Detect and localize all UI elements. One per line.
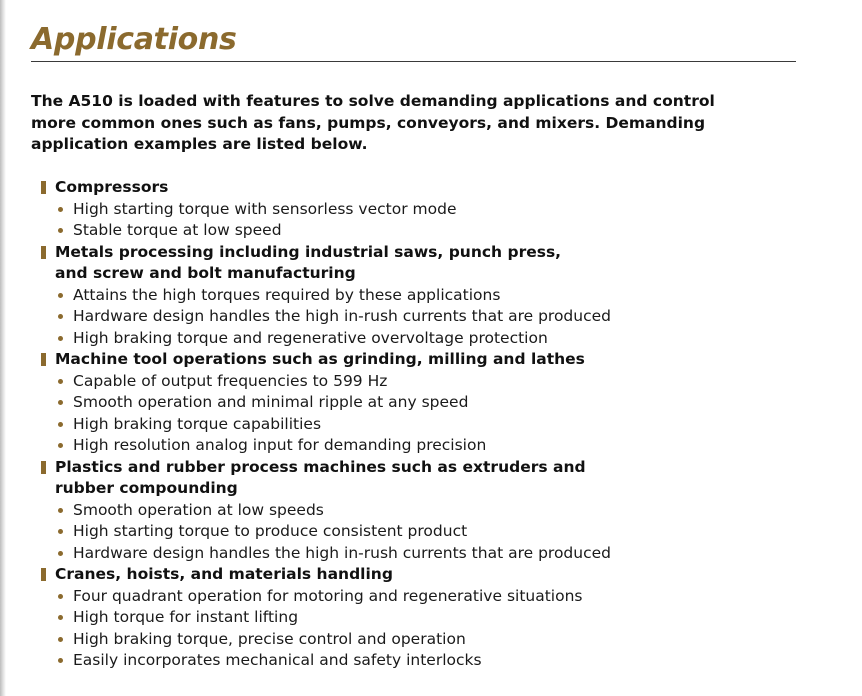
bullet-dot-icon	[58, 228, 63, 233]
list-item-text: High starting torque with sensorless vector mode	[73, 199, 457, 218]
section-metals-processing	[41, 242, 781, 350]
list-item	[73, 629, 781, 651]
section-cranes-hoists	[41, 564, 781, 672]
list-item	[73, 220, 781, 242]
section-heading: Compressors	[55, 178, 169, 196]
list-item-text: Stable torque at low speed	[73, 221, 282, 239]
list-item-text: Hardware design handles the high in-rush currents that are produced	[73, 543, 611, 562]
list-item-text: Attains the high torques required by these applications	[73, 285, 501, 304]
list-item-text: High torque for instant lifting	[73, 608, 299, 626]
bullet-list	[41, 199, 781, 242]
list-item	[73, 435, 781, 457]
list-item-text: High braking torque and regenerative overvoltage protection	[73, 328, 548, 347]
list-item	[73, 607, 781, 629]
title-divider	[31, 61, 796, 62]
bullet-dot-icon	[58, 314, 63, 319]
bullet-dot-icon	[58, 422, 63, 427]
list-item	[73, 328, 781, 350]
page-title: Applications	[31, 22, 237, 57]
bullet-dot-icon	[58, 594, 63, 599]
bullet-dot-icon	[58, 207, 63, 212]
bullet-dot-icon	[58, 615, 63, 620]
bullet-list	[41, 586, 781, 672]
section-bar-marker-icon	[41, 353, 46, 366]
bullet-dot-icon	[58, 529, 63, 534]
section-bar-marker-icon	[41, 181, 46, 194]
list-item	[73, 371, 781, 393]
section-heading: Metals processing including industrial saws, punch press, and screw and bolt manufacturing	[55, 242, 562, 282]
list-item-text: Smooth operation at low speeds	[73, 500, 324, 519]
section-plastics-rubber	[41, 457, 781, 565]
bullet-dot-icon	[58, 400, 63, 405]
list-item	[73, 586, 781, 608]
section-heading: Machine tool operations such as grinding, milling and lathes	[55, 350, 585, 368]
list-item	[73, 500, 781, 522]
list-item	[73, 414, 781, 436]
section-heading: Cranes, hoists, and materials handling	[55, 565, 393, 583]
list-item-text: Four quadrant operation for motoring and regenerative situations	[73, 586, 583, 605]
section-bar-marker-icon	[41, 246, 46, 259]
list-item	[73, 543, 781, 565]
list-item-text: High braking torque, precise control and operation	[73, 629, 466, 648]
list-item-text: High resolution analog input for demanding precision	[73, 436, 487, 454]
section-compressors	[41, 177, 781, 242]
list-item	[73, 199, 781, 221]
bullet-list	[41, 285, 781, 350]
list-item-text: Easily incorporates mechanical and safety interlocks	[73, 651, 482, 669]
list-item	[73, 285, 781, 307]
list-item-text: High braking torque capabilities	[73, 414, 322, 433]
bullet-dot-icon	[58, 551, 63, 556]
list-item-text: Hardware design handles the high in-rush currents that are produced	[73, 307, 611, 325]
list-item-text: Capable of output frequencies to 599 Hz	[73, 371, 388, 390]
bullet-dot-icon	[58, 637, 63, 642]
list-item	[73, 650, 781, 672]
section-machine-tool	[41, 349, 781, 457]
bullet-list	[41, 500, 781, 565]
list-item	[73, 306, 781, 328]
bullet-dot-icon	[58, 293, 63, 298]
bullet-dot-icon	[58, 336, 63, 341]
bullet-dot-icon	[58, 443, 63, 448]
section-bar-marker-icon	[41, 461, 46, 474]
bullet-dot-icon	[58, 658, 63, 663]
list-item-text: Smooth operation and minimal ripple at any speed	[73, 393, 469, 411]
page-edge-shadow	[0, 0, 6, 696]
bullet-list	[41, 371, 781, 457]
section-bar-marker-icon	[41, 568, 46, 581]
list-item	[73, 392, 781, 414]
bullet-dot-icon	[58, 379, 63, 384]
list-item-text: High starting torque to produce consistent product	[73, 522, 468, 540]
application-list	[41, 177, 781, 672]
bullet-dot-icon	[58, 508, 63, 513]
intro-paragraph: The A510 is loaded with features to solve demanding applications and control more common ones such as fans, pumps, conveyors, and mixers. Demanding application examples are listed below.	[31, 92, 715, 153]
section-heading: Plastics and rubber process machines such as extruders and rubber compounding	[55, 457, 586, 497]
list-item	[73, 521, 781, 543]
